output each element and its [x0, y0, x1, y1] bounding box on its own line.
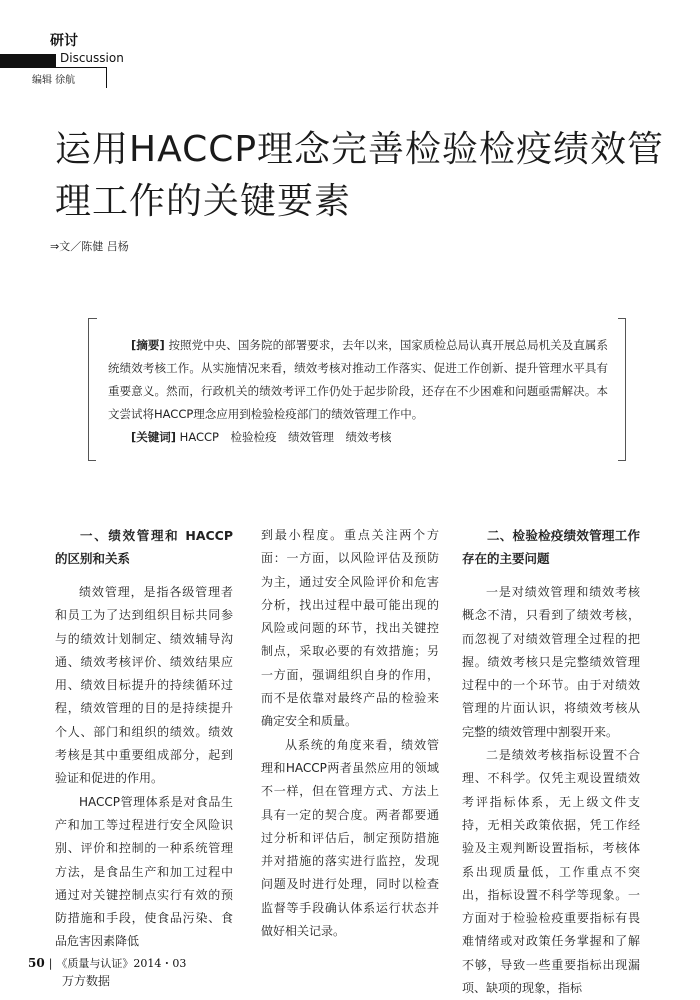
page-number: 50	[28, 956, 45, 970]
keywords: HACCP 检验检疫 绩效管理 绩效考核	[179, 430, 392, 444]
abstract	[108, 334, 608, 449]
bracket-right	[613, 318, 626, 461]
section-heading-1: 一、绩效管理和 HACCP 的区别和关系	[55, 528, 233, 566]
bracket-bottom-left	[88, 450, 96, 461]
header-rule	[0, 67, 107, 68]
footer-separator: |	[48, 957, 53, 970]
section-label-english: Discussion	[60, 51, 124, 65]
abstract-box	[88, 318, 626, 462]
abstract-paragraph	[108, 334, 608, 426]
keywords-label: [关键词]	[131, 430, 177, 444]
abstract-label: [摘要]	[131, 338, 165, 352]
editor-credit: 编辑 徐航	[32, 75, 76, 86]
paragraph: HACCP管理体系是对食品生产和加工等过程进行安全风险识别、评价和控制的一种系统管理方法，是食品生产和加工过程中通过对关键控制点实行有效的预防措施和手段，使食品污染、食品危害因素降低	[55, 794, 233, 949]
paragraph: 二是绩效考核指标设置不合理、不科学。仅凭主观设置绩效考评指标体系，无上级文件支持，无相关政策依据，凭工作经验及主观判断设置指标，考核体系出现质量低，工作重点不突出，指标设置不科学等现象。一方面对于检验检疫重要指标有畏难情绪或对政策任务掌握和了解不够，导致一些重要指标出现漏项、缺项的现象，指标	[462, 748, 640, 996]
keywords-line	[108, 426, 608, 449]
column-1	[55, 524, 233, 954]
paragraph: 到最小程度。重点关注两个方面：一方面，以风险评估及预防为主，通过安全风险评价和危害分析，找出过程中最可能出现的风险或问题的环节，找出关键控制点，采取必要的有效措施；另一方面，强调组织自身的作用，而不是依靠对最终产品的检验来确定安全和质量。	[261, 528, 439, 729]
journal-name: 《质量与认证》2014・03	[56, 957, 187, 970]
bracket-top-right	[618, 318, 626, 329]
paragraph: 一是对绩效管理和绩效考核概念不清，只看到了绩效考核，而忽视了对绩效管理全过程的把握。绩效考核只是完整绩效管理过程中的一个环节。由于对绩效管理的片面认识，将绩效考核从完整的绩效管理中割裂开来。	[462, 585, 640, 739]
article-author: ⇒文／陈健 吕杨	[50, 240, 129, 253]
section-label: 研讨	[50, 33, 78, 49]
bracket-bottom-right	[618, 450, 626, 461]
article-title: 运用HACCP理念完善检验检疫绩效管理工作的关键要素	[55, 129, 665, 222]
bracket-left	[88, 318, 101, 461]
bracket-top-left	[88, 318, 97, 329]
header-divider	[106, 67, 107, 88]
paragraph: 绩效管理，是指各级管理者和员工为了达到组织目标共同参与的绩效计划制定、绩效辅导沟通、绩效考核评价、绩效结果应用、绩效目标提升的持续循环过程，绩效管理的目的是持续提升个人、部门和组织的绩效。绩效考核是其中重要组成部分，起到验证和促进的作用。	[55, 585, 233, 786]
section-bar	[0, 54, 56, 67]
column-2	[261, 524, 439, 943]
section-heading-2: 二、检验检疫绩效管理工作存在的主要问题	[462, 528, 640, 566]
page-footer	[28, 955, 186, 971]
paragraph: 从系统的角度来看，绩效管理和HACCP两者虽然应用的领域不一样，但在管理方式、方法上具有一定的契合度。两者都要通过分析和评估后，制定预防措施并对措施的落实进行监控，发现问题及时进行处理，同时以检查监督等手段确认体系运行状态并做好相关记录。	[261, 737, 439, 939]
column-3	[462, 524, 640, 1000]
watermark: 万方数据	[62, 974, 111, 988]
abstract-text: 按照党中央、国务院的部署要求，去年以来，国家质检总局认真开展总局机关及直属系统绩效考核工作。从实施情况来看，绩效考核对推动工作落实、促进工作创新、提升管理水平具有重要意义。然而，行政机关的绩效考评工作仍处于起步阶段，还存在不少困难和问题亟需解决。本文尝试将HACCP理念应用到检验检疫部门的绩效管理工作中。	[108, 338, 609, 421]
